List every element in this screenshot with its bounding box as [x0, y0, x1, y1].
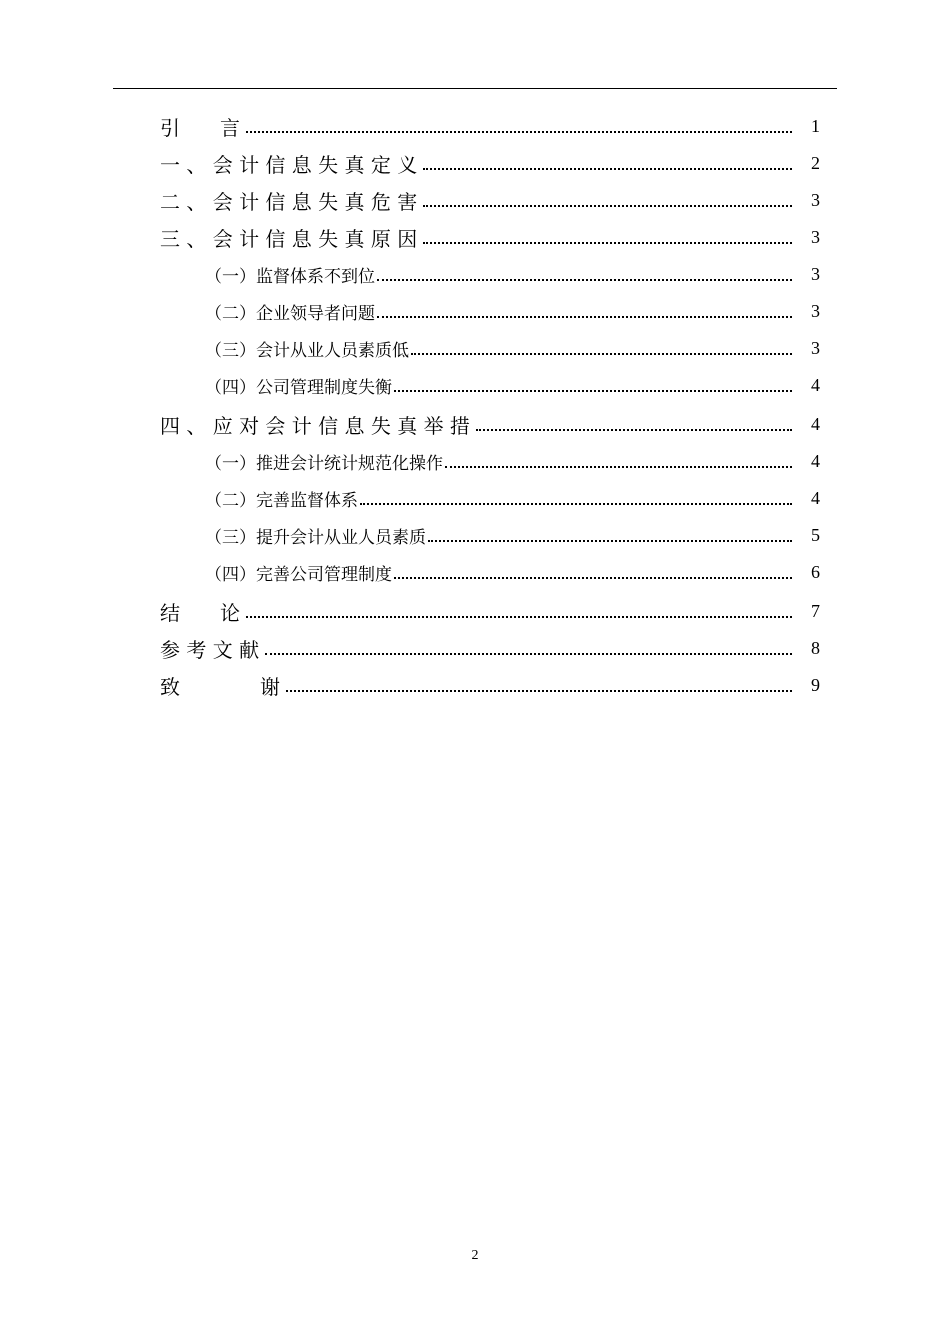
toc-leader-dots	[265, 652, 792, 655]
toc-entry-title: 引 言	[160, 116, 240, 140]
toc-entry-page: 4	[811, 488, 820, 508]
toc-entry[interactable]	[160, 182, 820, 219]
toc-entry-title: 三 、 会 计 信 息 失 真 原 因	[160, 227, 418, 251]
toc-entry[interactable]	[160, 667, 820, 704]
toc-leader-dots	[394, 576, 792, 579]
toc-leader-dots	[423, 204, 792, 207]
toc-entry-title: （三）会计从业人员素质低	[205, 341, 409, 361]
toc-entry-title: （二）完善监督体系	[205, 491, 358, 511]
toc-entry-page: 2	[811, 153, 820, 173]
toc-entry-page: 6	[811, 562, 820, 582]
toc-entry[interactable]	[160, 219, 820, 256]
toc-entry-title: 二 、 会 计 信 息 失 真 危 害	[160, 190, 418, 214]
toc-entry-title: 致 谢	[160, 675, 280, 699]
toc-leader-dots	[428, 539, 792, 542]
toc-entry-page: 4	[811, 414, 820, 434]
toc-entry-title: 结 论	[160, 601, 240, 625]
toc-entry-page: 3	[811, 301, 820, 321]
toc-entry[interactable]	[160, 593, 820, 630]
toc-entry-page: 3	[811, 227, 820, 247]
toc-leader-dots	[377, 315, 792, 318]
toc-leader-dots	[246, 130, 792, 133]
toc-entry[interactable]	[160, 145, 820, 182]
toc-leader-dots	[411, 352, 792, 355]
toc-subentry[interactable]	[205, 256, 820, 293]
toc-leader-dots	[476, 428, 792, 431]
toc-subentry[interactable]	[205, 554, 820, 591]
toc-leader-dots	[394, 389, 792, 392]
toc-entry-title: （二）企业领导者问题	[205, 304, 375, 324]
toc-entry-page: 3	[811, 190, 820, 210]
toc-subentry[interactable]	[205, 517, 820, 554]
toc-subentry[interactable]	[205, 293, 820, 330]
toc-leader-dots	[246, 615, 792, 618]
toc-leader-dots	[423, 167, 792, 170]
toc-entry-page: 4	[811, 375, 820, 395]
toc-subentry[interactable]	[205, 443, 820, 480]
toc-entry-page: 9	[811, 675, 820, 695]
toc-entry[interactable]	[160, 108, 820, 145]
toc-entry-page: 5	[811, 525, 820, 545]
header-rule	[113, 88, 837, 89]
toc-entry-page: 4	[811, 451, 820, 471]
toc-leader-dots	[445, 465, 792, 468]
toc-subentry[interactable]	[205, 367, 820, 404]
toc-entry-title: （一）推进会计统计规范化操作	[205, 454, 443, 474]
toc-leader-dots	[423, 241, 792, 244]
toc-entry-page: 8	[811, 638, 820, 658]
toc-leader-dots	[286, 689, 792, 692]
toc-entry[interactable]	[160, 630, 820, 667]
toc-entry-title: （一）监督体系不到位	[205, 267, 375, 287]
toc-entry-page: 7	[811, 601, 820, 621]
toc-leader-dots	[360, 502, 792, 505]
toc-subentry[interactable]	[205, 330, 820, 367]
toc-entry-title: （四）完善公司管理制度	[205, 565, 392, 585]
toc-leader-dots	[377, 278, 792, 281]
toc-subentry[interactable]	[205, 480, 820, 517]
toc-entry[interactable]	[160, 406, 820, 443]
toc-entry-title: （四）公司管理制度失衡	[205, 378, 392, 398]
toc-entry-title: （三）提升会计从业人员素质	[205, 528, 426, 548]
toc-entry-title: 四 、 应 对 会 计 信 息 失 真 举 措	[160, 414, 470, 438]
toc-entry-page: 3	[811, 264, 820, 284]
toc-entry-title: 参 考 文 献	[160, 638, 260, 662]
toc-entry-page: 1	[811, 116, 820, 136]
footer-page-number: 2	[471, 1248, 479, 1263]
toc-entry-title: 一 、 会 计 信 息 失 真 定 义	[160, 153, 418, 177]
toc-entry-page: 3	[811, 338, 820, 358]
